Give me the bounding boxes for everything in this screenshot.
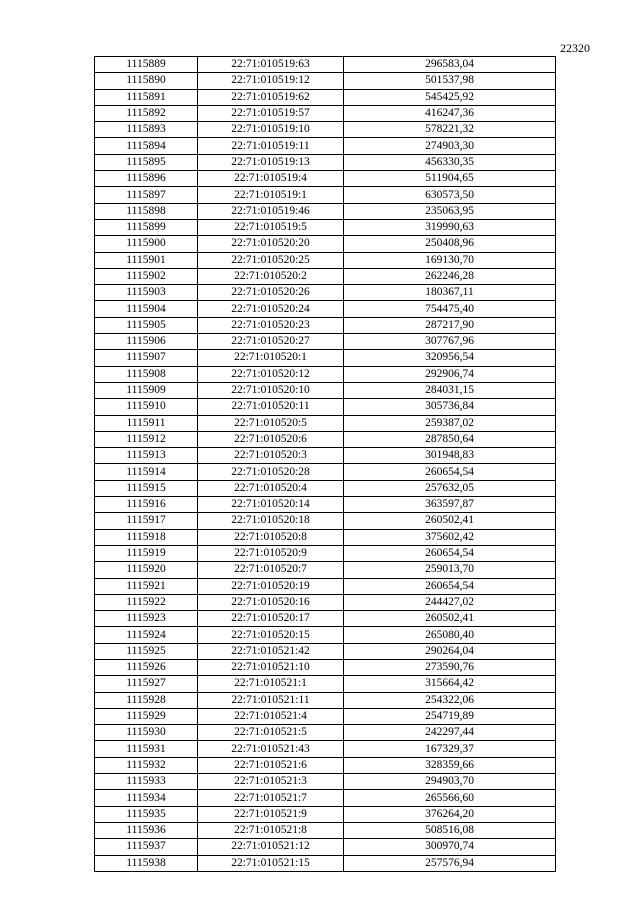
table-row xyxy=(95,757,556,773)
row-number-cell: 1115906 xyxy=(95,334,198,350)
cadastral-number-cell: 22:71:010520:8 xyxy=(198,529,344,545)
cadastral-value-table xyxy=(94,56,556,872)
row-number-cell: 1115922 xyxy=(95,594,198,610)
row-number-cell: 1115899 xyxy=(95,219,198,235)
table-row xyxy=(95,529,556,545)
cadastral-number-cell: 22:71:010520:25 xyxy=(198,252,344,268)
row-number-cell: 1115925 xyxy=(95,643,198,659)
cadastral-value-cell: 307767,96 xyxy=(344,334,556,350)
row-number-cell: 1115920 xyxy=(95,562,198,578)
cadastral-value-cell: 301948,83 xyxy=(344,448,556,464)
cadastral-value-cell: 260502,41 xyxy=(344,513,556,529)
cadastral-number-cell: 22:71:010520:9 xyxy=(198,545,344,561)
table-row xyxy=(95,219,556,235)
cadastral-value-cell: 320956,54 xyxy=(344,350,556,366)
table-row xyxy=(95,415,556,431)
row-number-cell: 1115891 xyxy=(95,89,198,105)
cadastral-number-cell: 22:71:010521:10 xyxy=(198,659,344,675)
table-row xyxy=(95,252,556,268)
row-number-cell: 1115923 xyxy=(95,611,198,627)
cadastral-value-cell: 511904,65 xyxy=(344,171,556,187)
row-number-cell: 1115931 xyxy=(95,741,198,757)
cadastral-value-cell: 287850,64 xyxy=(344,431,556,447)
table-row xyxy=(95,366,556,382)
table-row xyxy=(95,350,556,366)
table-row xyxy=(95,643,556,659)
table-row xyxy=(95,301,556,317)
cadastral-number-cell: 22:71:010520:20 xyxy=(198,236,344,252)
cadastral-number-cell: 22:71:010519:10 xyxy=(198,122,344,138)
cadastral-value-cell: 259013,70 xyxy=(344,562,556,578)
table-row xyxy=(95,562,556,578)
cadastral-number-cell: 22:71:010520:16 xyxy=(198,594,344,610)
cadastral-value-cell: 376264,20 xyxy=(344,806,556,822)
row-number-cell: 1115893 xyxy=(95,122,198,138)
cadastral-value-cell: 169130,70 xyxy=(344,252,556,268)
cadastral-number-cell: 22:71:010521:1 xyxy=(198,676,344,692)
cadastral-number-cell: 22:71:010520:28 xyxy=(198,464,344,480)
row-number-cell: 1115910 xyxy=(95,399,198,415)
row-number-cell: 1115917 xyxy=(95,513,198,529)
cadastral-value-cell: 274903,30 xyxy=(344,138,556,154)
cadastral-value-cell: 630573,50 xyxy=(344,187,556,203)
row-number-cell: 1115902 xyxy=(95,268,198,284)
row-number-cell: 1115889 xyxy=(95,57,198,73)
table-row xyxy=(95,578,556,594)
table-row xyxy=(95,89,556,105)
table-row xyxy=(95,513,556,529)
cadastral-value-cell: 260502,41 xyxy=(344,611,556,627)
row-number-cell: 1115933 xyxy=(95,774,198,790)
cadastral-value-cell: 315664,42 xyxy=(344,676,556,692)
table-row xyxy=(95,822,556,838)
table-row xyxy=(95,122,556,138)
cadastral-value-cell: 300970,74 xyxy=(344,839,556,855)
cadastral-number-cell: 22:71:010520:15 xyxy=(198,627,344,643)
table-row xyxy=(95,741,556,757)
table-row xyxy=(95,855,556,871)
cadastral-value-cell: 257632,05 xyxy=(344,480,556,496)
cadastral-number-cell: 22:71:010521:43 xyxy=(198,741,344,757)
cadastral-number-cell: 22:71:010521:11 xyxy=(198,692,344,708)
cadastral-value-cell: 294903,70 xyxy=(344,774,556,790)
cadastral-number-cell: 22:71:010519:62 xyxy=(198,89,344,105)
table-row xyxy=(95,268,556,284)
cadastral-value-cell: 305736,84 xyxy=(344,399,556,415)
cadastral-value-cell: 254719,89 xyxy=(344,708,556,724)
row-number-cell: 1115903 xyxy=(95,285,198,301)
table-body xyxy=(95,57,556,872)
table-row xyxy=(95,236,556,252)
row-number-cell: 1115909 xyxy=(95,382,198,398)
cadastral-number-cell: 22:71:010519:57 xyxy=(198,105,344,121)
cadastral-value-cell: 259387,02 xyxy=(344,415,556,431)
row-number-cell: 1115936 xyxy=(95,822,198,838)
cadastral-number-cell: 22:71:010520:10 xyxy=(198,382,344,398)
cadastral-number-cell: 22:71:010521:42 xyxy=(198,643,344,659)
cadastral-number-cell: 22:71:010521:6 xyxy=(198,757,344,773)
cadastral-number-cell: 22:71:010520:18 xyxy=(198,513,344,529)
table-row xyxy=(95,464,556,480)
cadastral-value-cell: 375602,42 xyxy=(344,529,556,545)
cadastral-number-cell: 22:71:010520:3 xyxy=(198,448,344,464)
row-number-cell: 1115935 xyxy=(95,806,198,822)
row-number-cell: 1115913 xyxy=(95,448,198,464)
table-row xyxy=(95,480,556,496)
table-row xyxy=(95,57,556,73)
cadastral-number-cell: 22:71:010519:12 xyxy=(198,73,344,89)
cadastral-number-cell: 22:71:010520:2 xyxy=(198,268,344,284)
cadastral-value-cell: 545425,92 xyxy=(344,89,556,105)
row-number-cell: 1115921 xyxy=(95,578,198,594)
cadastral-value-cell: 319990,63 xyxy=(344,219,556,235)
table-row xyxy=(95,448,556,464)
cadastral-value-cell: 250408,96 xyxy=(344,236,556,252)
table-row xyxy=(95,203,556,219)
cadastral-number-cell: 22:71:010520:11 xyxy=(198,399,344,415)
table-row xyxy=(95,73,556,89)
cadastral-value-cell: 363597,87 xyxy=(344,497,556,513)
cadastral-value-cell: 296583,04 xyxy=(344,57,556,73)
cadastral-number-cell: 22:71:010519:11 xyxy=(198,138,344,154)
table-row xyxy=(95,334,556,350)
table-row xyxy=(95,317,556,333)
row-number-cell: 1115916 xyxy=(95,497,198,513)
cadastral-number-cell: 22:71:010519:5 xyxy=(198,219,344,235)
row-number-cell: 1115890 xyxy=(95,73,198,89)
table-row xyxy=(95,594,556,610)
cadastral-number-cell: 22:71:010519:46 xyxy=(198,203,344,219)
row-number-cell: 1115915 xyxy=(95,480,198,496)
row-number-cell: 1115937 xyxy=(95,839,198,855)
table-row xyxy=(95,545,556,561)
cadastral-value-cell: 235063,95 xyxy=(344,203,556,219)
cadastral-number-cell: 22:71:010521:9 xyxy=(198,806,344,822)
table-row xyxy=(95,790,556,806)
cadastral-number-cell: 22:71:010519:4 xyxy=(198,171,344,187)
cadastral-value-cell: 290264,04 xyxy=(344,643,556,659)
cadastral-value-cell: 260654,54 xyxy=(344,464,556,480)
cadastral-value-cell: 456330,35 xyxy=(344,154,556,170)
row-number-cell: 1115930 xyxy=(95,725,198,741)
cadastral-value-cell: 287217,90 xyxy=(344,317,556,333)
cadastral-value-cell: 167329,37 xyxy=(344,741,556,757)
row-number-cell: 1115926 xyxy=(95,659,198,675)
cadastral-value-cell: 242297,44 xyxy=(344,725,556,741)
row-number-cell: 1115901 xyxy=(95,252,198,268)
table-row xyxy=(95,171,556,187)
cadastral-number-cell: 22:71:010519:1 xyxy=(198,187,344,203)
cadastral-number-cell: 22:71:010520:27 xyxy=(198,334,344,350)
cadastral-value-cell: 292906,74 xyxy=(344,366,556,382)
cadastral-number-cell: 22:71:010520:14 xyxy=(198,497,344,513)
cadastral-number-cell: 22:71:010521:3 xyxy=(198,774,344,790)
cadastral-number-cell: 22:71:010520:23 xyxy=(198,317,344,333)
row-number-cell: 1115898 xyxy=(95,203,198,219)
cadastral-value-cell: 578221,32 xyxy=(344,122,556,138)
table-row xyxy=(95,105,556,121)
row-number-cell: 1115896 xyxy=(95,171,198,187)
table-row xyxy=(95,611,556,627)
row-number-cell: 1115914 xyxy=(95,464,198,480)
cadastral-value-cell: 273590,76 xyxy=(344,659,556,675)
row-number-cell: 1115912 xyxy=(95,431,198,447)
cadastral-number-cell: 22:71:010520:26 xyxy=(198,285,344,301)
table-row xyxy=(95,725,556,741)
row-number-cell: 1115892 xyxy=(95,105,198,121)
cadastral-value-cell: 262246,28 xyxy=(344,268,556,284)
cadastral-number-cell: 22:71:010521:5 xyxy=(198,725,344,741)
cadastral-value-cell: 328359,66 xyxy=(344,757,556,773)
row-number-cell: 1115900 xyxy=(95,236,198,252)
cadastral-number-cell: 22:71:010519:63 xyxy=(198,57,344,73)
cadastral-value-cell: 265080,40 xyxy=(344,627,556,643)
row-number-cell: 1115928 xyxy=(95,692,198,708)
cadastral-number-cell: 22:71:010520:5 xyxy=(198,415,344,431)
cadastral-value-cell: 265566,60 xyxy=(344,790,556,806)
row-number-cell: 1115934 xyxy=(95,790,198,806)
table-row xyxy=(95,774,556,790)
row-number-cell: 1115907 xyxy=(95,350,198,366)
row-number-cell: 1115908 xyxy=(95,366,198,382)
cadastral-value-cell: 284031,15 xyxy=(344,382,556,398)
table-row xyxy=(95,497,556,513)
cadastral-number-cell: 22:71:010521:8 xyxy=(198,822,344,838)
cadastral-value-cell: 508516,08 xyxy=(344,822,556,838)
row-number-cell: 1115918 xyxy=(95,529,198,545)
cadastral-number-cell: 22:71:010520:7 xyxy=(198,562,344,578)
cadastral-value-cell: 260654,54 xyxy=(344,545,556,561)
table-row xyxy=(95,708,556,724)
table-row xyxy=(95,138,556,154)
row-number-cell: 1115897 xyxy=(95,187,198,203)
row-number-cell: 1115905 xyxy=(95,317,198,333)
table-row xyxy=(95,806,556,822)
row-number-cell: 1115894 xyxy=(95,138,198,154)
cadastral-value-cell: 416247,36 xyxy=(344,105,556,121)
row-number-cell: 1115895 xyxy=(95,154,198,170)
row-number-cell: 1115932 xyxy=(95,757,198,773)
row-number-cell: 1115911 xyxy=(95,415,198,431)
table-row xyxy=(95,187,556,203)
cadastral-value-cell: 180367,11 xyxy=(344,285,556,301)
table-row xyxy=(95,692,556,708)
table-row xyxy=(95,839,556,855)
cadastral-value-cell: 257576,94 xyxy=(344,855,556,871)
row-number-cell: 1115927 xyxy=(95,676,198,692)
cadastral-value-cell: 260654,54 xyxy=(344,578,556,594)
cadastral-number-cell: 22:71:010520:19 xyxy=(198,578,344,594)
table-row xyxy=(95,399,556,415)
table-row xyxy=(95,154,556,170)
row-number-cell: 1115924 xyxy=(95,627,198,643)
cadastral-number-cell: 22:71:010520:6 xyxy=(198,431,344,447)
table-row xyxy=(95,676,556,692)
table-row xyxy=(95,431,556,447)
cadastral-value-cell: 254322,06 xyxy=(344,692,556,708)
cadastral-number-cell: 22:71:010519:13 xyxy=(198,154,344,170)
cadastral-number-cell: 22:71:010520:24 xyxy=(198,301,344,317)
row-number-cell: 1115904 xyxy=(95,301,198,317)
page-number: 22320 xyxy=(560,41,590,55)
row-number-cell: 1115929 xyxy=(95,708,198,724)
cadastral-number-cell: 22:71:010520:4 xyxy=(198,480,344,496)
row-number-cell: 1115938 xyxy=(95,855,198,871)
table-row xyxy=(95,627,556,643)
cadastral-number-cell: 22:71:010521:15 xyxy=(198,855,344,871)
cadastral-number-cell: 22:71:010521:12 xyxy=(198,839,344,855)
cadastral-number-cell: 22:71:010521:4 xyxy=(198,708,344,724)
cadastral-value-cell: 501537,98 xyxy=(344,73,556,89)
cadastral-number-cell: 22:71:010520:1 xyxy=(198,350,344,366)
cadastral-number-cell: 22:71:010520:12 xyxy=(198,366,344,382)
cadastral-number-cell: 22:71:010520:17 xyxy=(198,611,344,627)
row-number-cell: 1115919 xyxy=(95,545,198,561)
cadastral-value-cell: 754475,40 xyxy=(344,301,556,317)
cadastral-value-cell: 244427,02 xyxy=(344,594,556,610)
table-row xyxy=(95,659,556,675)
table-row xyxy=(95,382,556,398)
table-row xyxy=(95,285,556,301)
cadastral-number-cell: 22:71:010521:7 xyxy=(198,790,344,806)
